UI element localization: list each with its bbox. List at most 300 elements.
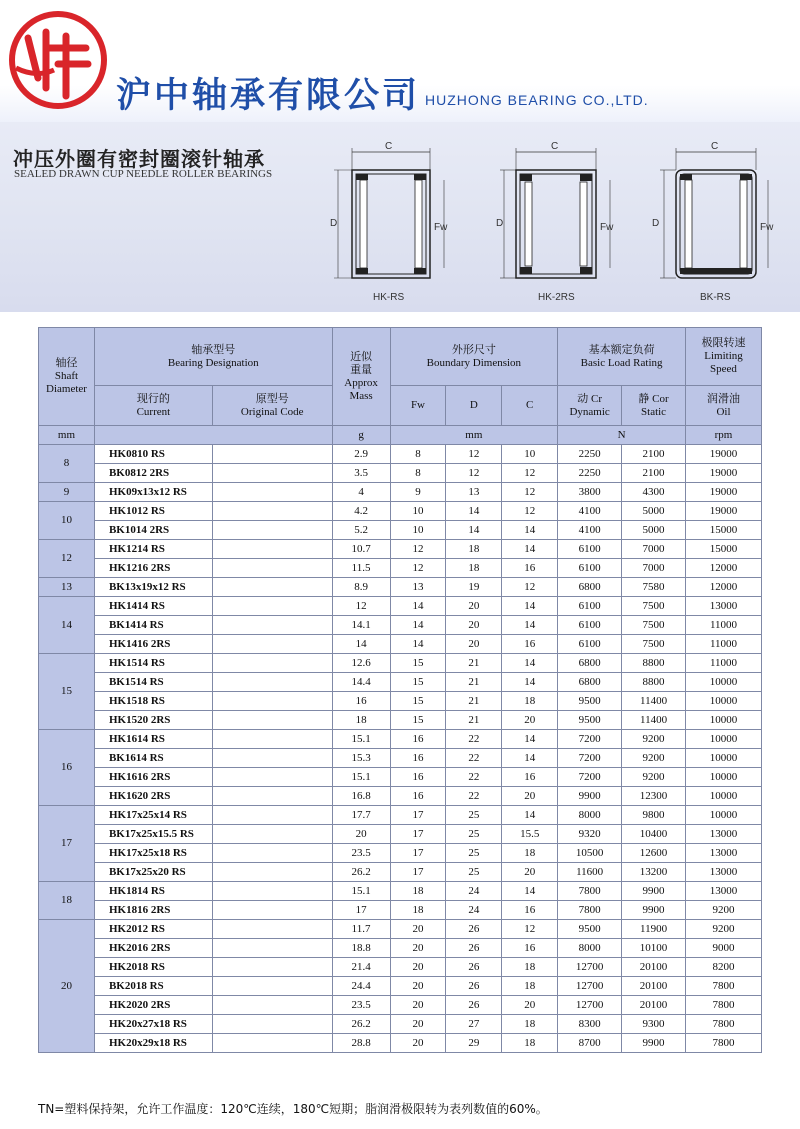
shaft-diameter-cell: 14 [39, 597, 95, 654]
cell-c: 14 [502, 730, 558, 749]
header-shaft-en2: Diameter [46, 383, 87, 395]
cell-oil: 11000 [686, 616, 762, 635]
cell-fw: 10 [390, 502, 446, 521]
table-row [39, 464, 762, 483]
dim-d-label: D [330, 218, 338, 229]
cell-fw: 18 [390, 882, 446, 901]
cell-cr: 8000 [558, 806, 622, 825]
cell-code: HK1216 2RS [94, 559, 212, 578]
shaft-diameter-cell: 18 [39, 882, 95, 920]
shaft-diameter-cell: 20 [39, 920, 95, 1053]
cell-code: HK1616 2RS [94, 768, 212, 787]
cell-cor: 5000 [622, 502, 686, 521]
table-row [39, 616, 762, 635]
cell-fw: 12 [390, 540, 446, 559]
shaft-diameter-cell: 16 [39, 730, 95, 806]
cell-fw: 17 [390, 825, 446, 844]
huzhong-logo-icon [6, 8, 110, 112]
table-row [39, 863, 762, 882]
cell-cor: 11400 [622, 692, 686, 711]
cell-orig [212, 578, 332, 597]
cell-c: 12 [502, 502, 558, 521]
cell-d: 22 [446, 787, 502, 806]
cell-oil: 11000 [686, 654, 762, 673]
cell-cor: 12600 [622, 844, 686, 863]
cell-oil: 7800 [686, 1034, 762, 1053]
cell-cr: 7200 [558, 730, 622, 749]
header-cor [622, 386, 686, 426]
cell-code: BK1514 RS [94, 673, 212, 692]
unit-speed: rpm [686, 426, 762, 445]
table-row [39, 1034, 762, 1053]
cell-cr: 2250 [558, 445, 622, 464]
header-c: C [502, 386, 558, 426]
cell-fw: 17 [390, 863, 446, 882]
shaft-diameter-cell: 12 [39, 540, 95, 578]
cell-mass: 12 [332, 597, 390, 616]
cell-code: HK2018 RS [94, 958, 212, 977]
header-shaft-en1: Shaft [54, 370, 79, 382]
cell-d: 14 [446, 521, 502, 540]
cell-d: 25 [446, 844, 502, 863]
cell-mass: 23.5 [332, 844, 390, 863]
cell-d: 19 [446, 578, 502, 597]
cell-code: HK1518 RS [94, 692, 212, 711]
cell-c: 10 [502, 445, 558, 464]
cell-oil: 15000 [686, 521, 762, 540]
cell-oil: 13000 [686, 844, 762, 863]
cell-orig [212, 673, 332, 692]
cell-c: 14 [502, 882, 558, 901]
header-mass-en1: Approx [344, 376, 378, 389]
cell-oil: 19000 [686, 483, 762, 502]
cell-code: HK1012 RS [94, 502, 212, 521]
cell-code: HK20x29x18 RS [94, 1034, 212, 1053]
cell-cr: 8700 [558, 1034, 622, 1053]
cell-cr: 8000 [558, 939, 622, 958]
cell-cor: 4300 [622, 483, 686, 502]
cell-cr: 9500 [558, 692, 622, 711]
cell-fw: 20 [390, 939, 446, 958]
cell-fw: 16 [390, 749, 446, 768]
cell-orig [212, 939, 332, 958]
table-row [39, 958, 762, 977]
cell-orig [212, 806, 332, 825]
diagram-hk-2rs [496, 140, 626, 303]
header-speed [686, 328, 762, 386]
table-row [39, 673, 762, 692]
cell-cr: 4100 [558, 502, 622, 521]
cell-fw: 13 [390, 578, 446, 597]
table-row [39, 996, 762, 1015]
cell-cor: 20100 [622, 977, 686, 996]
cell-code: BK2018 RS [94, 977, 212, 996]
cell-mass: 16 [332, 692, 390, 711]
cell-cr: 3800 [558, 483, 622, 502]
table-row [39, 692, 762, 711]
cell-orig [212, 1034, 332, 1053]
cell-code: BK1414 RS [94, 616, 212, 635]
cell-mass: 4.2 [332, 502, 390, 521]
header-cr-en: Dynamic [569, 405, 610, 418]
shaft-diameter-cell: 15 [39, 654, 95, 730]
cell-d: 26 [446, 939, 502, 958]
cell-d: 25 [446, 825, 502, 844]
cell-cor: 7500 [622, 635, 686, 654]
table-row [39, 901, 762, 920]
cell-d: 24 [446, 901, 502, 920]
header-oil-cn: 润滑油 [707, 392, 740, 405]
cell-oil: 15000 [686, 540, 762, 559]
header-designation [94, 328, 332, 386]
diagram-label: BK-RS [700, 292, 731, 303]
cell-fw: 14 [390, 635, 446, 654]
cell-mass: 15.1 [332, 768, 390, 787]
unit-dim: mm [390, 426, 558, 445]
cell-orig [212, 521, 332, 540]
header-speed-cn: 极限转速 [701, 337, 746, 349]
cell-c: 16 [502, 939, 558, 958]
header-mass-cn1: 近似 [350, 350, 373, 363]
cell-code: HK2012 RS [94, 920, 212, 939]
cell-orig [212, 901, 332, 920]
cell-orig [212, 597, 332, 616]
diagram-label: HK-2RS [538, 292, 575, 303]
header-d: D [446, 386, 502, 426]
header-designation-cn: 轴承型号 [191, 343, 236, 356]
cell-code: HK1416 2RS [94, 635, 212, 654]
cell-cor: 20100 [622, 958, 686, 977]
cell-d: 24 [446, 882, 502, 901]
cell-orig [212, 540, 332, 559]
cell-oil: 9000 [686, 939, 762, 958]
cell-cr: 7200 [558, 768, 622, 787]
cell-oil: 7800 [686, 996, 762, 1015]
cell-d: 22 [446, 749, 502, 768]
table-row [39, 939, 762, 958]
table-row [39, 483, 762, 502]
cell-code: BK1014 2RS [94, 521, 212, 540]
unit-shaft: mm [39, 426, 95, 445]
footnote: TN=塑料保持架，允许工作温度：120℃连续，180℃短期；脂润滑极限转为表列数值的60%。 [38, 1102, 548, 1116]
diagram-bk-rs [652, 140, 790, 303]
cell-mass: 26.2 [332, 1015, 390, 1034]
header-current-cn: 现行的 [136, 392, 170, 405]
cell-orig [212, 1015, 332, 1034]
table-row [39, 806, 762, 825]
cell-code: HK09x13x12 RS [94, 483, 212, 502]
cell-mass: 14 [332, 635, 390, 654]
header-load-en: Basic Load Rating [580, 356, 663, 369]
cell-cor: 5000 [622, 521, 686, 540]
cell-code: HK1816 2RS [94, 901, 212, 920]
cell-mass: 21.4 [332, 958, 390, 977]
diagram-label: HK-RS [373, 292, 405, 303]
table-row [39, 882, 762, 901]
cell-d: 26 [446, 920, 502, 939]
header-current [94, 386, 212, 426]
cell-oil: 13000 [686, 863, 762, 882]
cell-mass: 3.5 [332, 464, 390, 483]
shaft-diameter-cell: 8 [39, 445, 95, 483]
header-boundary [390, 328, 558, 386]
cell-cor: 10100 [622, 939, 686, 958]
cell-cr: 11600 [558, 863, 622, 882]
cell-d: 22 [446, 768, 502, 787]
cell-fw: 16 [390, 768, 446, 787]
cell-oil: 10000 [686, 768, 762, 787]
cell-oil: 12000 [686, 559, 762, 578]
cell-code: BK0812 2RS [94, 464, 212, 483]
cell-fw: 14 [390, 597, 446, 616]
table-row [39, 844, 762, 863]
header-speed-en1: Limiting [704, 350, 743, 362]
cell-code: HK2020 2RS [94, 996, 212, 1015]
table-row [39, 768, 762, 787]
cell-cr: 12700 [558, 996, 622, 1015]
table-row [39, 711, 762, 730]
cell-mass: 4 [332, 483, 390, 502]
cell-c: 12 [502, 578, 558, 597]
cell-oil: 10000 [686, 673, 762, 692]
cell-d: 20 [446, 616, 502, 635]
cell-d: 20 [446, 635, 502, 654]
cell-orig [212, 692, 332, 711]
cell-cor: 10400 [622, 825, 686, 844]
cell-code: HK1514 RS [94, 654, 212, 673]
table-row [39, 787, 762, 806]
cell-cr: 12700 [558, 958, 622, 977]
header-boundary-en: Boundary Dimension [426, 356, 522, 369]
cell-fw: 20 [390, 958, 446, 977]
cell-mass: 5.2 [332, 521, 390, 540]
cell-d: 25 [446, 863, 502, 882]
header-cr [558, 386, 622, 426]
cell-mass: 23.5 [332, 996, 390, 1015]
cell-mass: 8.9 [332, 578, 390, 597]
header-mass-cn2: 重量 [350, 363, 373, 376]
cell-mass: 24.4 [332, 977, 390, 996]
cell-c: 18 [502, 958, 558, 977]
cell-cr: 8300 [558, 1015, 622, 1034]
header-speed-en2: Speed [710, 363, 737, 375]
cell-d: 13 [446, 483, 502, 502]
cell-mass: 14.4 [332, 673, 390, 692]
cell-mass: 11.7 [332, 920, 390, 939]
cell-d: 12 [446, 464, 502, 483]
cell-code: HK20x27x18 RS [94, 1015, 212, 1034]
cell-cr: 10500 [558, 844, 622, 863]
cell-cr: 6100 [558, 597, 622, 616]
table-body [39, 445, 762, 1053]
cell-cr: 7800 [558, 882, 622, 901]
unit-mass: g [332, 426, 390, 445]
cell-c: 16 [502, 901, 558, 920]
header-current-en: Current [136, 405, 171, 418]
cell-mass: 17.7 [332, 806, 390, 825]
cell-d: 14 [446, 502, 502, 521]
cell-orig [212, 616, 332, 635]
cell-cor: 20100 [622, 996, 686, 1015]
cell-cr: 6100 [558, 559, 622, 578]
cell-fw: 14 [390, 616, 446, 635]
cell-fw: 20 [390, 1015, 446, 1034]
header-original-cn: 原型号 [255, 392, 289, 405]
cell-mass: 18.8 [332, 939, 390, 958]
cell-c: 14 [502, 749, 558, 768]
cell-orig [212, 844, 332, 863]
cell-mass: 10.7 [332, 540, 390, 559]
header-boundary-cn: 外形尺寸 [451, 343, 496, 356]
cell-cr: 6100 [558, 635, 622, 654]
cell-orig [212, 483, 332, 502]
cell-cor: 9200 [622, 768, 686, 787]
header-oil-en: Oil [716, 405, 731, 418]
cell-cr: 7800 [558, 901, 622, 920]
cell-orig [212, 502, 332, 521]
cell-cor: 13200 [622, 863, 686, 882]
cell-orig [212, 882, 332, 901]
cell-fw: 17 [390, 844, 446, 863]
cell-d: 26 [446, 977, 502, 996]
cell-orig [212, 920, 332, 939]
cell-cr: 6800 [558, 654, 622, 673]
cell-cor: 9300 [622, 1015, 686, 1034]
page-header [0, 0, 800, 122]
cell-fw: 20 [390, 920, 446, 939]
cell-oil: 12000 [686, 578, 762, 597]
cell-cr: 9500 [558, 920, 622, 939]
company-name-en: HUZHONG BEARING CO.,LTD. [425, 92, 649, 108]
cell-cor: 7000 [622, 559, 686, 578]
unit-designation [94, 426, 332, 445]
cell-mass: 11.5 [332, 559, 390, 578]
cell-c: 14 [502, 654, 558, 673]
cell-orig [212, 730, 332, 749]
cell-c: 14 [502, 540, 558, 559]
cell-c: 14 [502, 521, 558, 540]
cell-fw: 9 [390, 483, 446, 502]
cell-cr: 6100 [558, 540, 622, 559]
cell-mass: 26.2 [332, 863, 390, 882]
table-row [39, 920, 762, 939]
cell-orig [212, 445, 332, 464]
cell-fw: 8 [390, 464, 446, 483]
cell-fw: 20 [390, 977, 446, 996]
cell-fw: 10 [390, 521, 446, 540]
table-row [39, 559, 762, 578]
cell-oil: 10000 [686, 806, 762, 825]
cell-mass: 28.8 [332, 1034, 390, 1053]
cell-c: 20 [502, 711, 558, 730]
unit-load: N [558, 426, 686, 445]
cell-c: 14 [502, 616, 558, 635]
cell-fw: 16 [390, 787, 446, 806]
table-row [39, 540, 762, 559]
shaft-diameter-cell: 9 [39, 483, 95, 502]
cell-cr: 4100 [558, 521, 622, 540]
cell-oil: 19000 [686, 464, 762, 483]
cell-d: 29 [446, 1034, 502, 1053]
cell-mass: 15.3 [332, 749, 390, 768]
cell-cr: 9900 [558, 787, 622, 806]
cell-d: 26 [446, 958, 502, 977]
cell-code: BK17x25x20 RS [94, 863, 212, 882]
cell-d: 22 [446, 730, 502, 749]
cell-c: 18 [502, 1034, 558, 1053]
cell-orig [212, 787, 332, 806]
cell-orig [212, 654, 332, 673]
cell-d: 26 [446, 996, 502, 1015]
table-row [39, 825, 762, 844]
header-mass [332, 328, 390, 426]
cell-cor: 7500 [622, 616, 686, 635]
table-row [39, 749, 762, 768]
shaft-diameter-cell: 13 [39, 578, 95, 597]
cell-code: HK1414 RS [94, 597, 212, 616]
cell-d: 12 [446, 445, 502, 464]
cell-fw: 12 [390, 559, 446, 578]
cell-code: HK1520 2RS [94, 711, 212, 730]
cell-cor: 12300 [622, 787, 686, 806]
cell-cr: 6800 [558, 578, 622, 597]
section-title-cn: 冲压外圈有密封圈滚针轴承 [13, 147, 265, 171]
cell-c: 12 [502, 920, 558, 939]
cell-orig [212, 559, 332, 578]
cell-c: 14 [502, 673, 558, 692]
cell-orig [212, 635, 332, 654]
cell-oil: 13000 [686, 882, 762, 901]
cell-cr: 2250 [558, 464, 622, 483]
cell-orig [212, 977, 332, 996]
cell-fw: 20 [390, 1034, 446, 1053]
cell-cor: 11400 [622, 711, 686, 730]
cell-d: 21 [446, 711, 502, 730]
cell-oil: 13000 [686, 597, 762, 616]
cell-cr: 6800 [558, 673, 622, 692]
cell-cor: 9900 [622, 901, 686, 920]
cell-oil: 8200 [686, 958, 762, 977]
cell-c: 18 [502, 1015, 558, 1034]
cell-code: HK17x25x14 RS [94, 806, 212, 825]
cell-c: 18 [502, 692, 558, 711]
cell-fw: 17 [390, 806, 446, 825]
cell-cor: 9800 [622, 806, 686, 825]
cell-d: 21 [446, 673, 502, 692]
cell-fw: 15 [390, 673, 446, 692]
cell-mass: 14.1 [332, 616, 390, 635]
cell-code: HK1814 RS [94, 882, 212, 901]
cell-orig [212, 958, 332, 977]
cell-cr: 7200 [558, 749, 622, 768]
cell-c: 12 [502, 464, 558, 483]
cell-cr: 6100 [558, 616, 622, 635]
cell-d: 21 [446, 692, 502, 711]
header-load-cn: 基本额定负荷 [588, 343, 655, 356]
cell-orig [212, 863, 332, 882]
dim-d-label: D [652, 218, 660, 229]
header-oil [686, 386, 762, 426]
cell-d: 25 [446, 806, 502, 825]
cell-code: HK1614 RS [94, 730, 212, 749]
cell-fw: 15 [390, 654, 446, 673]
cell-cor: 7000 [622, 540, 686, 559]
header-designation-en: Bearing Designation [167, 356, 259, 369]
cell-d: 18 [446, 540, 502, 559]
table-row [39, 1015, 762, 1034]
table-row [39, 977, 762, 996]
dim-c-label: C [551, 141, 559, 152]
